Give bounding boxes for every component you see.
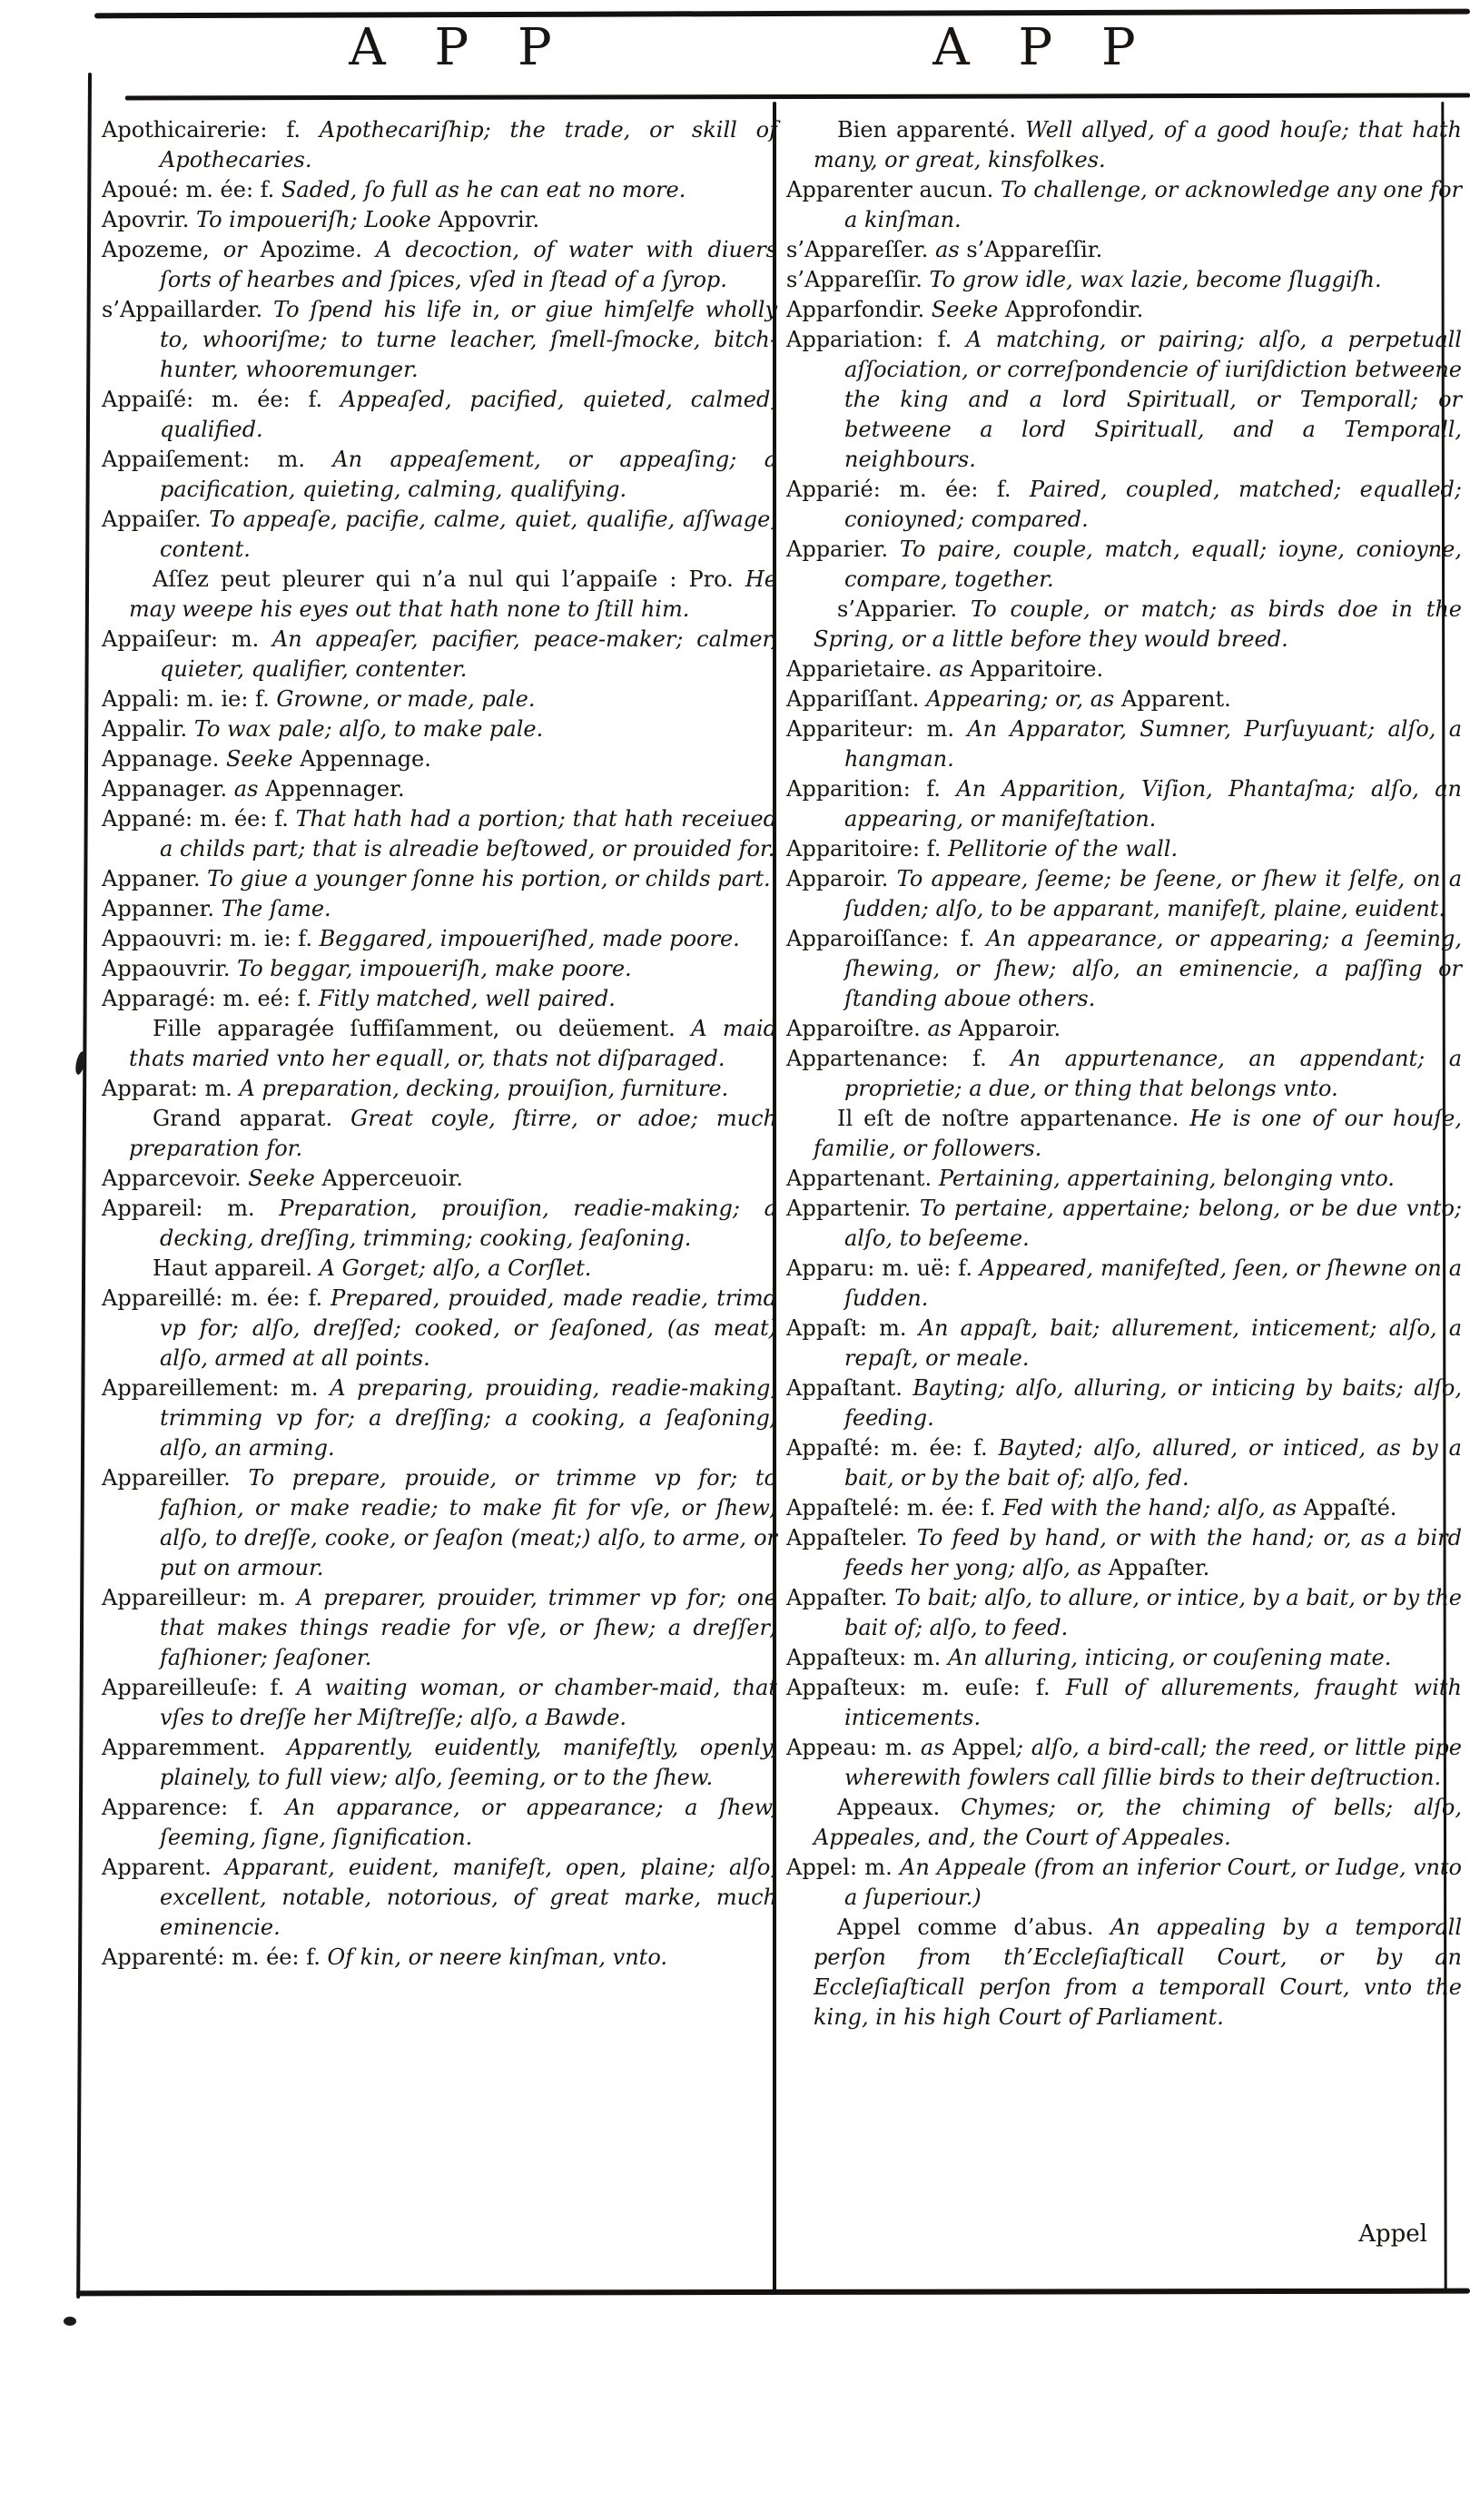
dictionary-entry <box>102 894 777 924</box>
dictionary-entry <box>786 1254 1462 1314</box>
entry-gloss: A preparation, decking, prouiſion, furniture. <box>239 1076 729 1101</box>
dictionary-entry <box>786 175 1462 235</box>
entry-gloss: or <box>222 237 261 262</box>
dictionary-entry <box>102 924 777 954</box>
entry-gloss: Growne, or made, pale. <box>276 686 536 712</box>
dictionary-entry <box>102 1463 777 1583</box>
entry-headword: Apparent. <box>102 1855 225 1880</box>
entry-headword: Apparu: m. uë: f. <box>786 1255 980 1281</box>
dictionary-entry <box>102 1194 777 1254</box>
entry-gloss: Apothecariſhip; the trade, or skill of Apothecaries. <box>160 117 778 172</box>
dictionary-entry <box>786 1044 1462 1104</box>
entry-headword: Appané: m. ée: f. <box>102 806 296 832</box>
entry-headword: Approfondir. <box>1005 297 1144 322</box>
entry-headword: Apozime. <box>260 237 376 262</box>
dictionary-entry <box>102 1074 777 1104</box>
entry-gloss: To pertaine, appertaine; belong, or be due vnto; alſo, to beſeeme. <box>844 1196 1462 1251</box>
entry-headword: Appariſſant. <box>786 686 926 712</box>
entry-gloss: as <box>233 776 266 802</box>
entry-headword: Appaiſeur: m. <box>102 626 272 652</box>
entry-headword: Fille apparagée ſuffiſamment, ou deüement. <box>153 1016 692 1041</box>
entry-headword: Apparitoire. <box>970 656 1104 682</box>
entry-gloss: To paire, couple, match, equall; ioyne, conioyne, compare, together. <box>844 536 1462 592</box>
dictionary-entry <box>102 1164 777 1194</box>
dictionary-entry <box>102 954 777 984</box>
dictionary-entry <box>786 325 1462 475</box>
entry-gloss: Seeke <box>248 1166 322 1191</box>
dictionary-entry <box>786 1314 1462 1373</box>
entry-gloss: Prepared, prouided, made readie, trimd vp for; alſo, dreſſed; cooked, or ſeaſoned, (as meat) alſo, armed at all points. <box>160 1285 777 1371</box>
dictionary-entry <box>102 684 777 714</box>
dictionary-entry <box>786 1523 1462 1583</box>
dictionary-entry <box>102 445 777 505</box>
dictionary-entry <box>786 595 1462 655</box>
dictionary-entry <box>786 535 1462 595</box>
entry-gloss: To giue a younger ſonne his portion, or childs part. <box>207 866 771 891</box>
entry-headword: Appaouvrir. <box>102 956 238 981</box>
dictionary-entry <box>102 1943 777 1973</box>
dictionary-entry <box>786 235 1462 265</box>
entry-headword: Apovrir. <box>102 207 196 232</box>
dictionary-entry <box>102 804 777 864</box>
entry-gloss: An appurtenance, an appendant; a proprietie; a due, or thing that belongs vnto. <box>844 1046 1462 1101</box>
dictionary-entry <box>102 774 777 804</box>
dictionary-entry <box>786 714 1462 774</box>
dictionary-entry <box>102 1853 777 1943</box>
entry-gloss: Paired, coupled, matched; equalled; conioyned; compared. <box>844 477 1463 532</box>
entry-gloss: To prepare, prouide, or trimme vp for; to faſhion, or make readie; to make fit for vſe, or ſhew; alſo, to dreſſe, cooke, or ſeaſon (meat;) alſo, to arme, or put on armour. <box>160 1465 777 1580</box>
entry-headword: Appalir. <box>102 716 194 742</box>
entry-headword: Apparagé: m. eé: f. <box>102 986 319 1011</box>
entry-headword: Appaiſé: m. ée: f. <box>102 387 340 412</box>
entry-gloss: An apparance, or appearance; a ſhew, ſeeming, ſigne, ſignification. <box>160 1795 777 1850</box>
entry-headword: Appaner. <box>102 866 208 891</box>
entry-headword: Appareilleuſe: f. <box>102 1675 297 1700</box>
entry-headword: Apparition: f. <box>786 776 957 802</box>
entry-gloss: Beggared, impoueriſhed, made poore. <box>319 926 740 951</box>
header-rule <box>125 93 1470 100</box>
entry-headword: Appareil: m. <box>102 1196 280 1221</box>
entry-gloss: Appeared, manifeſted, ſeen, or ſhewne on a ſudden. <box>844 1255 1463 1311</box>
entry-headword: Apperceuoir. <box>321 1166 463 1191</box>
entry-gloss: To appeaſe, pacifie, calme, quiet, qualifie, aſſwage, content. <box>160 507 777 562</box>
entry-headword: Appartenir. <box>786 1196 920 1221</box>
running-header-right: A P P <box>932 18 1152 77</box>
entry-headword: Haut appareil. <box>153 1255 320 1281</box>
entry-headword: Appaiſement: m. <box>102 447 333 472</box>
entry-gloss: as <box>935 237 967 262</box>
dictionary-entry <box>102 175 777 205</box>
entry-gloss: Chymes; or, the chiming of bells; alſo, Appeales, and, the Court of Appeales. <box>814 1795 1462 1850</box>
entry-gloss: Seeke <box>931 297 1005 322</box>
dictionary-entry <box>786 265 1462 295</box>
dictionary-entry <box>786 684 1462 714</box>
entry-gloss: A matching, or pairing; alſo, a perpetuall aſſociation, or correſpondencie of iuriſdiction betweene the king and a lord Spirituall, or Temporall; or betweene a lord Spirituall, and a Temporall, neighbours. <box>844 327 1462 472</box>
entry-headword: Appareillé: m. ée: f. <box>102 1285 331 1311</box>
dictionary-entry <box>786 1104 1462 1164</box>
entry-headword: Apparence: f. <box>102 1795 286 1820</box>
entry-gloss: ; alſo, a bird-call; the reed, or little pipe wherewith fowlers call ſillie birds to their deſtruction. <box>844 1735 1462 1790</box>
entry-headword: s’Appaillarder. <box>102 297 273 322</box>
entry-headword: s’Apparier. <box>837 596 972 622</box>
dictionary-entry <box>102 505 777 565</box>
column-left <box>102 115 777 1973</box>
entry-gloss: To wax pale; alſo, to make pale. <box>193 716 544 742</box>
entry-headword: Appaouvri: m. ie: f. <box>102 926 320 951</box>
entry-gloss: Of kin, or neere kinſman, vnto. <box>327 1944 667 1970</box>
entry-gloss: A preparing, prouiding, readie-making, trimming vp for; a dreſſing; a cooking, a ſeaſoning; alſo, an arming. <box>160 1375 777 1461</box>
entry-gloss: Saded, ſo full as he can eat no more. <box>281 177 686 202</box>
dictionary-entry <box>102 1733 777 1793</box>
entry-gloss: Apparently, euidently, manifeſtly, openly, plainely, to full view; alſo, ſeeming, or to the ſhew. <box>160 1735 777 1790</box>
entry-gloss: To ſpend his life in, or giue himſelfe wholly to, whooriſme; to turne leacher, ſmell-ſmocke, bitch-hunter, whooremunger. <box>160 297 777 382</box>
entry-gloss: Fitly matched, well paired. <box>318 986 616 1011</box>
dictionary-entry <box>102 115 777 175</box>
entry-headword: Appareilleur: m. <box>102 1585 297 1610</box>
entry-headword: Appel <box>952 1735 1017 1760</box>
entry-headword: Appanage. <box>102 746 226 772</box>
entry-headword: Appeaux. <box>837 1795 962 1820</box>
catchword: Appel <box>1358 2220 1427 2248</box>
entry-headword: Appaiſer. <box>102 507 210 532</box>
dictionary-entry <box>786 834 1462 864</box>
entry-headword: Apparietaire. <box>786 656 940 682</box>
entry-gloss: Fed with the hand; alſo, as <box>1002 1495 1304 1521</box>
entry-gloss: An Apparition, Viſion, Phantaſma; alſo, an appearing, or manifeſtation. <box>844 776 1462 832</box>
entry-gloss: He may weepe his eyes out that hath none to ſtill him. <box>129 566 777 622</box>
dictionary-entry <box>102 1254 777 1284</box>
entry-headword: Appaſteler. <box>786 1525 917 1550</box>
ink-smudge <box>64 2317 76 2326</box>
dictionary-entry <box>102 205 777 235</box>
entry-headword: Apparat: m. <box>102 1076 240 1101</box>
entry-headword: Apparcevoir. <box>102 1166 249 1191</box>
entry-gloss: He is one of our houſe, familie, or followers. <box>814 1106 1462 1161</box>
running-header-left: A P P <box>349 18 568 77</box>
entry-headword: Bien apparenté. <box>837 117 1026 143</box>
entry-headword: Appaſter. <box>1108 1555 1210 1580</box>
dictionary-entry <box>786 1164 1462 1194</box>
entry-gloss: An appearance, or appearing; a ſeeming, ſhewing, or ſhew; alſo, an eminencie, a paſſing or ſtanding aboue others. <box>844 926 1463 1011</box>
entry-gloss: To challenge, or acknowledge any one for a kinſman. <box>844 177 1462 232</box>
entry-gloss: An appeaſement, or appeaſing; a pacification, quieting, calming, qualifying. <box>160 447 778 502</box>
entry-headword: Apozeme, <box>102 237 223 262</box>
entry-gloss: Bayted; alſo, allured, or inticed, as by a bait, or by the bait of; alſo, fed. <box>844 1435 1462 1491</box>
dictionary-entry <box>786 1643 1462 1673</box>
dictionary-entry <box>786 1493 1462 1523</box>
entry-headword: Appanager. <box>102 776 234 802</box>
entry-gloss: That hath had a portion; that hath receiued a childs part; that is alreadie beſtowed, or prouided for. <box>160 806 777 861</box>
dictionary-entry <box>102 295 777 385</box>
entry-gloss: To appeare, ſeeme; be ſeene, or ſhew it ſelfe, on a ſudden; alſo, to be apparant, manifeſt, plaine, euident. <box>844 866 1462 921</box>
entry-gloss: Pertaining, appertaining, belonging vnto. <box>938 1166 1395 1191</box>
entry-gloss: as <box>920 1735 953 1760</box>
entry-headword: Apparenter aucun. <box>786 177 1001 202</box>
entry-headword: s’Appareſſer. <box>786 237 936 262</box>
dictionary-entry <box>786 1433 1462 1493</box>
entry-headword: Appeau: m. <box>786 1735 921 1760</box>
entry-headword: Apparoir. <box>958 1016 1061 1041</box>
entry-headword: Appaſteux: m. euſe: f. <box>786 1675 1066 1700</box>
entry-headword: Il eſt de noſtre appartenance. <box>837 1106 1190 1131</box>
entry-headword: Apparenté: m. ée: f. <box>102 1944 328 1970</box>
dictionary-entry <box>786 1014 1462 1044</box>
entry-gloss: Well allyed, of a good houſe; that hath many, or great, kinsfolkes. <box>814 117 1462 172</box>
entry-headword: Appariteur: m. <box>786 716 968 742</box>
entry-headword: Appaſteux: m. <box>786 1645 948 1670</box>
entry-gloss: To feed by hand, or with the hand; or, as a bird feeds her yong; alſo, as <box>844 1525 1462 1580</box>
entry-headword: Apothicairerie: f. <box>102 117 320 143</box>
entry-headword: Appaſtelé: m. ée: f. <box>786 1495 1003 1521</box>
entry-headword: Apoué: m. ée: f. <box>102 177 281 202</box>
dictionary-entry <box>786 295 1462 325</box>
bottom-rule <box>76 2289 1470 2297</box>
entry-headword: Appennager. <box>265 776 405 802</box>
entry-gloss: Bayting; alſo, alluring, or inticing by baits; alſo, feeding. <box>844 1375 1462 1431</box>
dictionary-entry <box>786 924 1462 1014</box>
dictionary-entry <box>786 864 1462 924</box>
dictionary-entry <box>786 1673 1462 1733</box>
column-right <box>786 115 1462 2033</box>
entry-headword: Appel comme d’abus. <box>837 1915 1110 1940</box>
entry-gloss: An alluring, inticing, or couſening mate. <box>947 1645 1392 1670</box>
dictionary-entry <box>102 565 777 625</box>
dictionary-entry <box>102 385 777 445</box>
entry-gloss: as <box>939 656 971 682</box>
entry-headword: Apparoiſtre. <box>786 1016 928 1041</box>
entry-gloss: To couple, or match; as birds doe in the Spring, or a little before they would breed. <box>814 596 1462 652</box>
entry-gloss: A preparer, prouider, trimmer vp for; one that makes things readie for vſe, or ſhew; a dreſſer; faſhioner; ſeaſoner. <box>160 1585 777 1670</box>
entry-headword: Appennage. <box>300 746 431 772</box>
entry-headword: Appaſté. <box>1303 1495 1397 1521</box>
dictionary-entry <box>102 714 777 744</box>
entry-headword: Apparier. <box>786 536 900 562</box>
entry-headword: Appartenance: f. <box>786 1046 1011 1071</box>
dictionary-entry <box>786 1733 1462 1793</box>
top-rule <box>94 9 1470 19</box>
entry-headword: Appareiller. <box>102 1465 249 1491</box>
entry-gloss: A decoction, of water with diuers ſorts of hearbes and ſpices, vſed in ſtead of a ſyrop. <box>160 237 778 292</box>
entry-gloss: Apparant, euident, manifeſt, open, plaine; alſo, excellent, notable, notorious, of great marke, much eminencie. <box>160 1855 777 1940</box>
entry-headword: s’Appareſſir. <box>786 267 930 292</box>
entry-headword: Aſſez peut pleurer qui n’a nul qui l’appaiſe : Pro. <box>153 566 745 592</box>
dictionary-entry <box>102 1583 777 1673</box>
entry-headword: Appel: m. <box>786 1855 900 1880</box>
entry-gloss: Appeaſed, pacified, quieted, calmed, qualified. <box>160 387 777 442</box>
entry-headword: Appartenant. <box>786 1166 939 1191</box>
dictionary-entry <box>786 1194 1462 1254</box>
dictionary-entry <box>102 1014 777 1074</box>
dictionary-entry <box>102 984 777 1014</box>
entry-gloss: An appaſt, bait; allurement, inticement; alſo, a repaſt, or meale. <box>844 1315 1462 1371</box>
entry-headword: s’Appareſſir. <box>966 237 1103 262</box>
entry-headword: Appaſtant. <box>786 1375 913 1401</box>
entry-gloss: Seeke <box>225 746 301 772</box>
left-border-rule <box>76 73 92 2299</box>
dictionary-entry <box>102 625 777 684</box>
entry-gloss: Preparation, prouiſion, readie-making; a decking, dreſſing, trimming; cooking, ſeaſoning. <box>160 1196 777 1251</box>
dictionary-entry <box>786 655 1462 684</box>
entry-gloss: as <box>927 1016 959 1041</box>
entry-gloss: To impoueriſh; Looke <box>195 207 439 232</box>
entry-gloss: To bait; alſo, to allure, or intice, by a bait, or by the bait of; alſo, to feed. <box>844 1585 1462 1640</box>
dictionary-entry <box>786 1583 1462 1643</box>
dictionary-entry <box>786 475 1462 535</box>
entry-gloss: Pellitorie of the wall. <box>947 836 1179 861</box>
entry-headword: Apparemment. <box>102 1735 288 1760</box>
entry-headword: Grand apparat. <box>153 1106 351 1131</box>
entry-headword: Appali: m. ie: f. <box>102 686 277 712</box>
entry-gloss: To grow idle, wax lazie, become ſluggiſh. <box>929 267 1382 292</box>
entry-headword: Appanner. <box>102 896 222 921</box>
entry-gloss: An Apparator, Sumner, Purſuyuant; alſo, a hangman. <box>844 716 1463 772</box>
dictionary-entry <box>786 1793 1462 1853</box>
entry-headword: Apparent. <box>1121 686 1231 712</box>
entry-headword: Apparitoire: f. <box>786 836 948 861</box>
dictionary-entry <box>102 1793 777 1853</box>
entry-headword: Apparoir. <box>786 866 897 891</box>
entry-gloss: Appearing; or, as <box>925 686 1122 712</box>
entry-headword: Appareillement: m. <box>102 1375 331 1401</box>
entry-gloss: An appealing by a temporall perſon from th’Eccleſiaſticall Court, or by an Eccleſiaſticall perſon from a temporall Court, vnto the king, in his high Court of Parliament. <box>814 1915 1462 2030</box>
entry-headword: Apparfondir. <box>786 297 932 322</box>
dictionary-entry <box>102 1673 777 1733</box>
dictionary-entry <box>102 235 777 295</box>
dictionary-entry <box>102 1373 777 1463</box>
entry-headword: Apparoiſſance: f. <box>786 926 987 951</box>
dictionary-entry <box>102 1104 777 1164</box>
dictionary-entry <box>102 1284 777 1373</box>
entry-gloss: A maid thats maried vnto her equall, or, thats not diſparaged. <box>129 1016 777 1071</box>
entry-headword: Appovrir. <box>438 207 540 232</box>
entry-headword: Appaſter. <box>786 1585 895 1610</box>
entry-gloss: To beggar, impoueriſh, make poore. <box>237 956 632 981</box>
dictionary-entry <box>102 864 777 894</box>
dictionary-entry <box>786 774 1462 834</box>
dictionary-entry <box>786 1853 1462 1913</box>
entry-headword: Appaſt: m. <box>786 1315 919 1341</box>
entry-headword: Appaſté: m. ée: f. <box>786 1435 999 1461</box>
entry-gloss: Great coyle, ſtirre, or adoe; much preparation for. <box>129 1106 778 1161</box>
dictionary-entry <box>786 1913 1462 2033</box>
dictionary-entry <box>102 744 777 774</box>
entry-gloss: The ſame. <box>221 896 331 921</box>
entry-headword: Apparié: m. ée: f. <box>786 477 1030 502</box>
entry-gloss: A Gorget; alſo, a Corſlet. <box>319 1255 592 1281</box>
entry-gloss: Full of allurements, fraught with inticements. <box>844 1675 1462 1730</box>
entry-gloss: A waiting woman, or chamber-maid, that vſes to dreſſe her Miſtreſſe; alſo, a Bawde. <box>160 1675 777 1730</box>
dictionary-entry <box>786 1373 1462 1433</box>
dictionary-entry <box>786 115 1462 175</box>
entry-headword: Appariation: f. <box>786 327 966 352</box>
entry-gloss: An appeaſer, pacifier, peace-maker; calmer, quieter, qualifier, contenter. <box>160 626 777 682</box>
entry-gloss: An Appeale (from an inferior Court, or Iudge, vnto a ſuperiour.) <box>844 1855 1463 1910</box>
